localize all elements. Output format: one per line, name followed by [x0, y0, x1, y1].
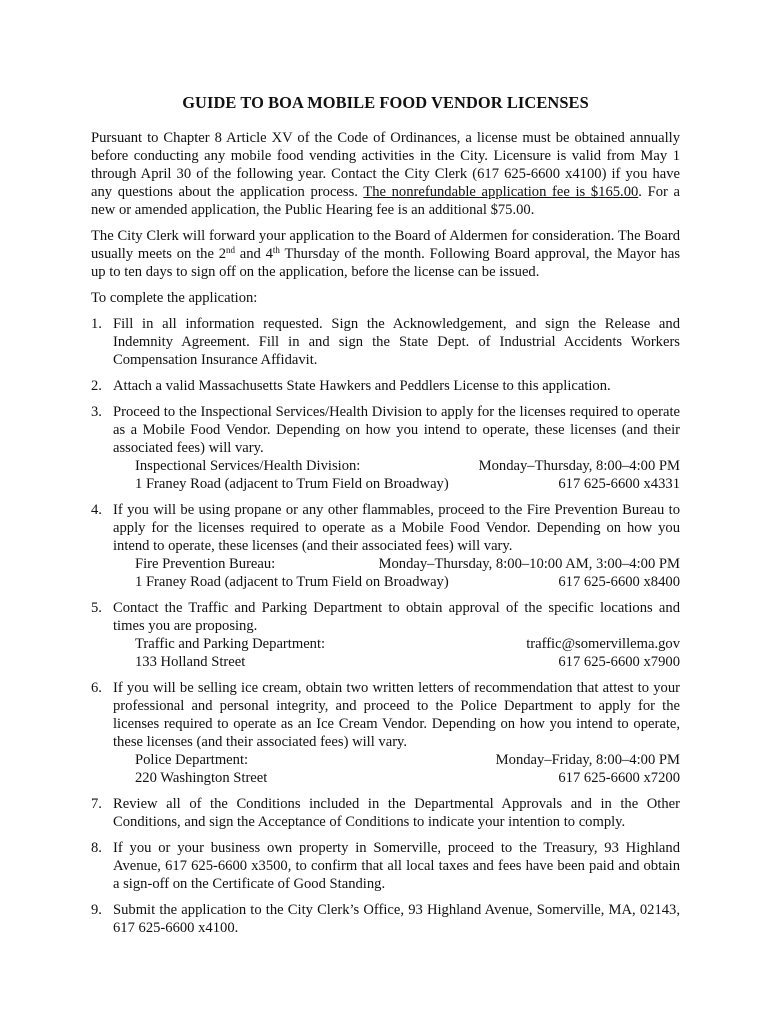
step-text: Review all of the Conditions included in the Departmental Approvals and in the Other Conditions, and sign the Acceptance of Conditions to indicate your intention to comply.	[113, 796, 680, 830]
step-7	[91, 795, 680, 831]
board-text-1: The City Clerk will forward your application to the Board of Aldermen for consideration. The Board usually meets on the 2	[91, 228, 680, 262]
step-text: Fill in all information requested. Sign the Acknowledgement, and sign the Release and Indemnity Agreement. Fill in and sign the State Dept. of Industrial Accidents Workers Compensation Insurance Affidavit.	[113, 316, 680, 368]
step-text: If you will be using propane or any other flammables, proceed to the Fire Prevention Bureau to apply for the licenses required to operate as a Mobile Food Vendor. Depending on how you intend to operate, these licenses (and their associated fees) will vary.	[113, 502, 680, 554]
board-paragraph	[91, 227, 680, 281]
step-text: Contact the Traffic and Parking Department to obtain approval of the specific locations and times you are proposing.	[113, 600, 680, 634]
step-number: 7.	[91, 796, 102, 812]
complete-heading: To complete the application:	[91, 290, 258, 306]
contact-phone: 617 625-6600 x7200	[558, 770, 680, 786]
intro-paragraph	[91, 129, 680, 219]
step-text: Proceed to the Inspectional Services/Health Division to apply for the licenses required to operate as a Mobile Food Vendor. Depending on how you intend to operate, these licenses (and their associated fees) will vary.	[113, 404, 680, 456]
contact-email: traffic@somervillema.gov	[526, 636, 680, 652]
contact-line	[113, 635, 680, 653]
step-number: 9.	[91, 902, 102, 918]
step-number: 4.	[91, 502, 102, 518]
contact-hours: Monday–Thursday, 8:00–10:00 AM, 3:00–4:00 PM	[378, 556, 680, 572]
contact-line	[113, 555, 680, 573]
board-text-3: Thursday of the month. Following Board approval, the Mayor has up to ten days to sign off on the application, before the license can be issued.	[91, 246, 680, 280]
contact-phone: 617 625-6600 x8400	[558, 574, 680, 590]
contact-line	[113, 457, 680, 475]
step-number: 5.	[91, 600, 102, 616]
step-8	[91, 839, 680, 893]
step-2	[91, 377, 680, 395]
document-page	[91, 94, 680, 945]
step-9	[91, 901, 680, 937]
step-number: 8.	[91, 840, 102, 856]
step-number: 1.	[91, 316, 102, 332]
intro-text-before: Pursuant to Chapter 8 Article XV of the Code of Ordinances, a license must be obtained annually before conducting any mobile food vending activities in the City. Licensure is valid from May 1 through April 30 of the following year. Contact the City Clerk (617 625-6600 x4100) if you have any questions about the application process.	[91, 130, 680, 200]
contact-phone: 617 625-6600 x7900	[558, 654, 680, 670]
contact-address: 133 Holland Street	[135, 654, 246, 670]
document-title: GUIDE TO BOA MOBILE FOOD VENDOR LICENSES	[182, 93, 589, 112]
contact-address: 1 Franey Road (adjacent to Trum Field on Broadway)	[135, 476, 449, 492]
intro-text-after: . For a new or amended application, the Public Hearing fee is an additional $75.00.	[91, 184, 680, 218]
contact-label: Fire Prevention Bureau:	[135, 556, 276, 572]
contact-label: Police Department:	[135, 752, 249, 768]
step-number: 3.	[91, 404, 102, 420]
contact-line	[113, 475, 680, 493]
contact-line	[113, 653, 680, 671]
application-fee-statement: The nonrefundable application fee is $165.00	[363, 184, 639, 200]
contact-line	[113, 751, 680, 769]
contact-hours: Monday–Thursday, 8:00–4:00 PM	[478, 458, 680, 474]
step-text: Attach a valid Massachusetts State Hawkers and Peddlers License to this application.	[113, 378, 611, 394]
step-number: 2.	[91, 378, 102, 394]
steps-list	[91, 315, 680, 937]
step-text: If you or your business own property in Somerville, proceed to the Treasury, 93 Highland Avenue, 617 625-6600 x3500, to confirm that all local taxes and fees have been paid and obtain a sign-off on the Certificate of Good Standing.	[113, 840, 680, 892]
step-text: Submit the application to the City Clerk’s Office, 93 Highland Avenue, Somerville, MA, 02143, 617 625-6600 x4100.	[113, 902, 680, 936]
step-5	[91, 599, 680, 671]
contact-address: 220 Washington Street	[135, 770, 268, 786]
contact-hours: Monday–Friday, 8:00–4:00 PM	[495, 752, 680, 768]
step-4	[91, 501, 680, 591]
step-3	[91, 403, 680, 493]
step-6	[91, 679, 680, 787]
contact-label: Traffic and Parking Department:	[135, 636, 326, 652]
ordinal-suffix-nd: nd	[226, 245, 235, 255]
step-text: If you will be selling ice cream, obtain two written letters of recommendation that attest to your professional and personal integrity, and proceed to the Police Department to apply for the licenses required to operate as an Ice Cream Vendor. Depending on how you intend to operate, these licenses (and their associated fees) will vary.	[113, 680, 680, 750]
board-text-2: and 4	[235, 246, 273, 262]
contact-label: Inspectional Services/Health Division:	[135, 458, 361, 474]
contact-line	[113, 769, 680, 787]
step-1	[91, 315, 680, 369]
contact-line	[113, 573, 680, 591]
ordinal-suffix-th: th	[272, 245, 280, 255]
step-number: 6.	[91, 680, 102, 696]
contact-address: 1 Franey Road (adjacent to Trum Field on Broadway)	[135, 574, 449, 590]
contact-phone: 617 625-6600 x4331	[558, 476, 680, 492]
